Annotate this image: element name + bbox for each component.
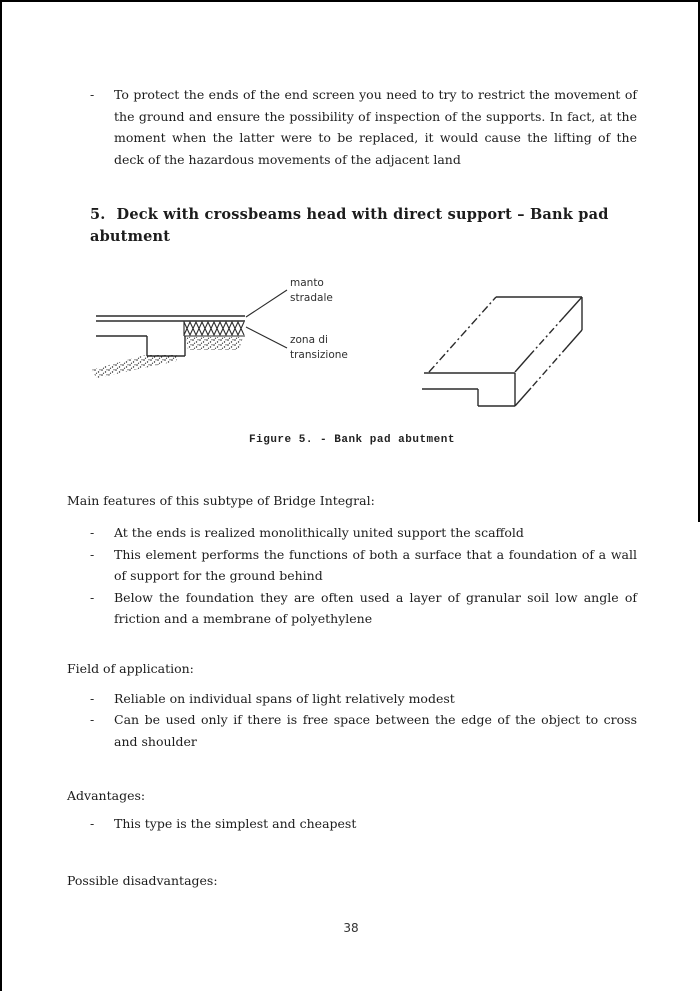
bullet-dash: - [90,546,95,562]
page-content [2,84,700,891]
intro-bullet-text: To protect the ends of the end screen you need to try to restrict the movement of the ground and ensure the possibility of inspection of the supports. In fact, at the moment when the latter were to be replaced, it would cause the lifting of the deck of the hazardous movements of the adjacent land [114,87,637,167]
list-item: - This element performs the functions of both a surface that a foundation of a wall of support for the ground behind [67,544,637,587]
bullet-dash: - [90,87,95,102]
heading-number: 5. [90,206,106,223]
label-zona-di-transizione: zona di transizione [290,334,348,361]
transition-zone-hatch [184,321,245,336]
deck-lines [96,316,245,321]
field-of-application-list [67,688,637,753]
section-title-possible-disadvantages: Possible disadvantages: [67,872,218,888]
section-heading [67,204,637,248]
abutment-outline [96,336,185,356]
bullet-dash: - [90,816,95,831]
embankment-stipple [91,355,177,378]
bullet-dash: - [90,525,95,540]
list-item: - Can be used only if there is free space between the edge of the object to cross and shoulder [67,709,637,752]
section-title-advantages: Advantages: [67,788,146,803]
heading-text: Deck with crossbeams head with direct support – Bank pad abutment [90,206,609,245]
label-manto-stradale: manto stradale [290,277,333,304]
transition-soil-stipple [186,337,243,350]
bullet-dash: - [90,712,95,727]
bullet-dash: - [90,589,95,605]
list-item: - This type is the simplest and cheapest [67,813,637,835]
section-title-main-features: Main features of this subtype of Bridge Integral: [67,493,375,508]
page-number: 38 [343,921,359,935]
list-item: - Below the foundation they are often used a layer of granular soil low angle of friction and a membrane of polyethylene [67,587,637,630]
bullet-dash: - [90,690,95,706]
section-title-field-of-application: Field of application: [67,660,194,676]
leader-lines [246,290,287,348]
isometric-slab-outline [422,297,582,406]
figure-5 [67,272,637,430]
isometric-slab-diagram [420,272,592,432]
advantages-list [67,813,637,835]
list-item: - Reliable on individual spans of light relatively modest [67,688,637,710]
intro-bullet-list [67,84,637,170]
list-item: - At the ends is realized monolithically united support the scaffold [67,522,637,544]
main-features-list [67,522,637,630]
figure-caption: Figure 5. - Bank pad abutment [249,434,455,446]
list-item [67,84,637,170]
